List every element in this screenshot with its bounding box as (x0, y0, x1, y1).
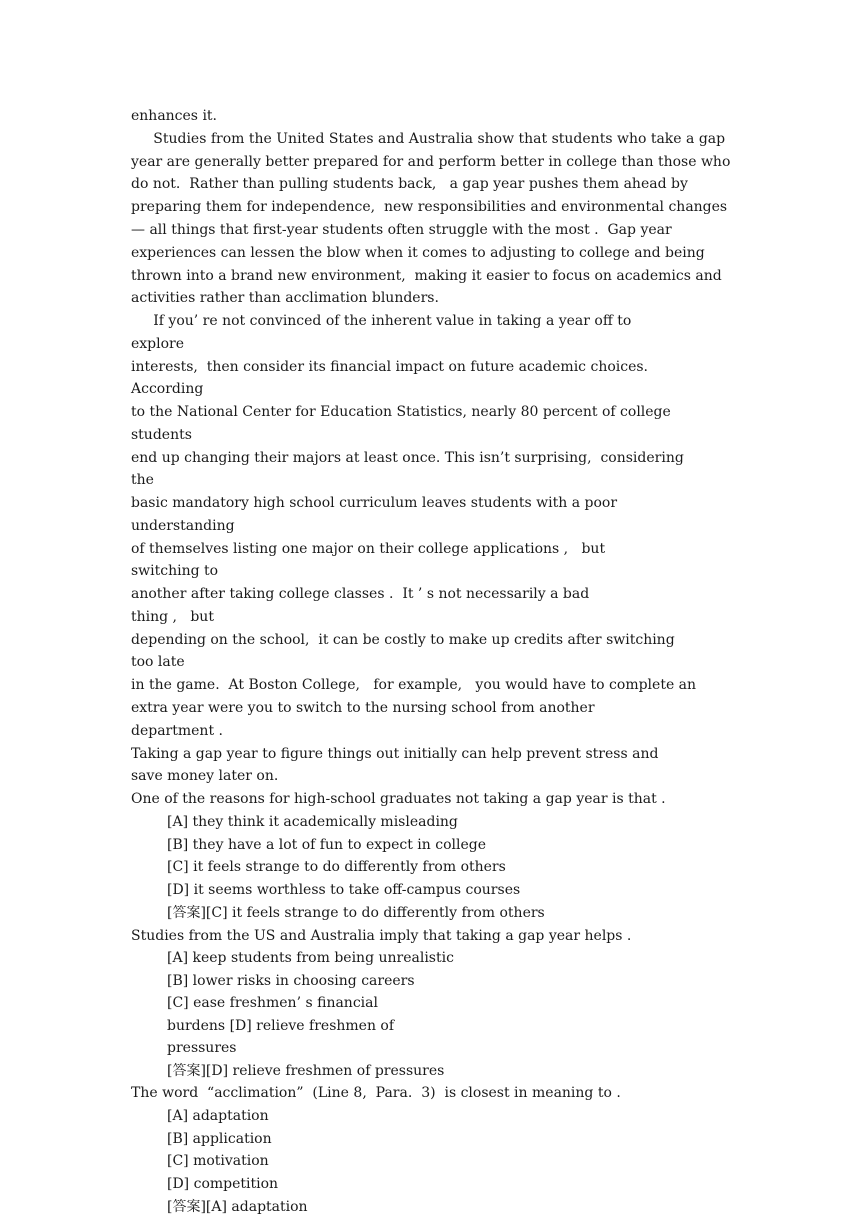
text-line: year are generally better prepared for and perform better in college than those who (131, 154, 731, 170)
text-line: of themselves listing one major on their college applications , but (131, 541, 606, 557)
text-line: explore (131, 336, 185, 352)
text-line: basic mandatory high school curriculum leaves students with a poor (131, 495, 618, 511)
text-line: According (131, 381, 204, 397)
text-line: do not. Rather than pulling students back, a gap year pushes them ahead by (131, 176, 688, 192)
question-1-option-a: [A] they think it academically misleading (167, 814, 458, 830)
text-line: If you’ re not convinced of the inherent value in taking a year off to (131, 313, 632, 329)
text-line: thing , but (131, 609, 214, 625)
text-line: save money later on. (131, 768, 279, 784)
text-line: — all things that first-year students often struggle with the most . Gap year (131, 222, 672, 238)
text-line: experiences can lessen the blow when it comes to adjusting to college and being (131, 245, 705, 261)
question-1-option-b: [B] they have a lot of fun to expect in college (167, 837, 487, 853)
question-1-stem: One of the reasons for high-school graduates not taking a gap year is that . (131, 791, 666, 807)
text-line: the (131, 472, 154, 488)
question-3-stem: The word “acclimation” (Line 8, Para. 3) is closest in meaning to . (131, 1085, 621, 1101)
text-line: department . (131, 723, 223, 739)
text-line: too late (131, 654, 185, 670)
question-3-option-c: [C] motivation (167, 1153, 269, 1169)
text-line: extra year were you to switch to the nursing school from another (131, 700, 595, 716)
question-3-answer: [答案][A] adaptation (167, 1199, 308, 1215)
question-1-answer: [答案][C] it feels strange to do differently from others (167, 905, 545, 921)
question-2-option-a: [A] keep students from being unrealistic (167, 950, 454, 966)
question-2-option-d: burdens [D] relieve freshmen of (167, 1018, 395, 1034)
text-line: in the game. At Boston College, for example, you would have to complete an (131, 677, 697, 693)
question-1-option-d: [D] it seems worthless to take off-campus courses (167, 882, 521, 898)
text-line: to the National Center for Education Statistics, nearly 80 percent of college (131, 404, 671, 420)
question-3-option-a: [A] adaptation (167, 1108, 269, 1124)
text-line: activities rather than acclimation blunders. (131, 290, 439, 306)
text-line: students (131, 427, 192, 443)
text-line: interests, then consider its financial impact on future academic choices. (131, 359, 649, 375)
text-line: depending on the school, it can be costly to make up credits after switching (131, 632, 675, 648)
question-1-option-c: [C] it feels strange to do differently from others (167, 859, 506, 875)
question-3-option-b: [B] application (167, 1131, 272, 1147)
question-2-stem: Studies from the US and Australia imply that taking a gap year helps . (131, 928, 632, 944)
text-line: thrown into a brand new environment, making it easier to focus on academics and (131, 268, 722, 284)
question-2-option-c: [C] ease freshmen’ s financial (167, 995, 378, 1011)
text-line: Studies from the United States and Australia show that students who take a gap (131, 131, 726, 147)
text-line: enhances it. (131, 108, 217, 124)
text-line: switching to (131, 563, 219, 579)
question-2-answer: [答案][D] relieve freshmen of pressures (167, 1063, 445, 1079)
text-line: end up changing their majors at least once. This isn’t surprising, considering (131, 450, 684, 466)
question-2-option-b: [B] lower risks in choosing careers (167, 973, 415, 989)
text-line: another after taking college classes . It ’ s not necessarily a bad (131, 586, 590, 602)
text-line: preparing them for independence, new responsibilities and environmental changes (131, 199, 728, 215)
question-3-option-d: [D] competition (167, 1176, 279, 1192)
text-line: understanding (131, 518, 235, 534)
question-2-option-d-cont: pressures (167, 1040, 237, 1056)
text-line: Taking a gap year to figure things out initially can help prevent stress and (131, 746, 659, 762)
